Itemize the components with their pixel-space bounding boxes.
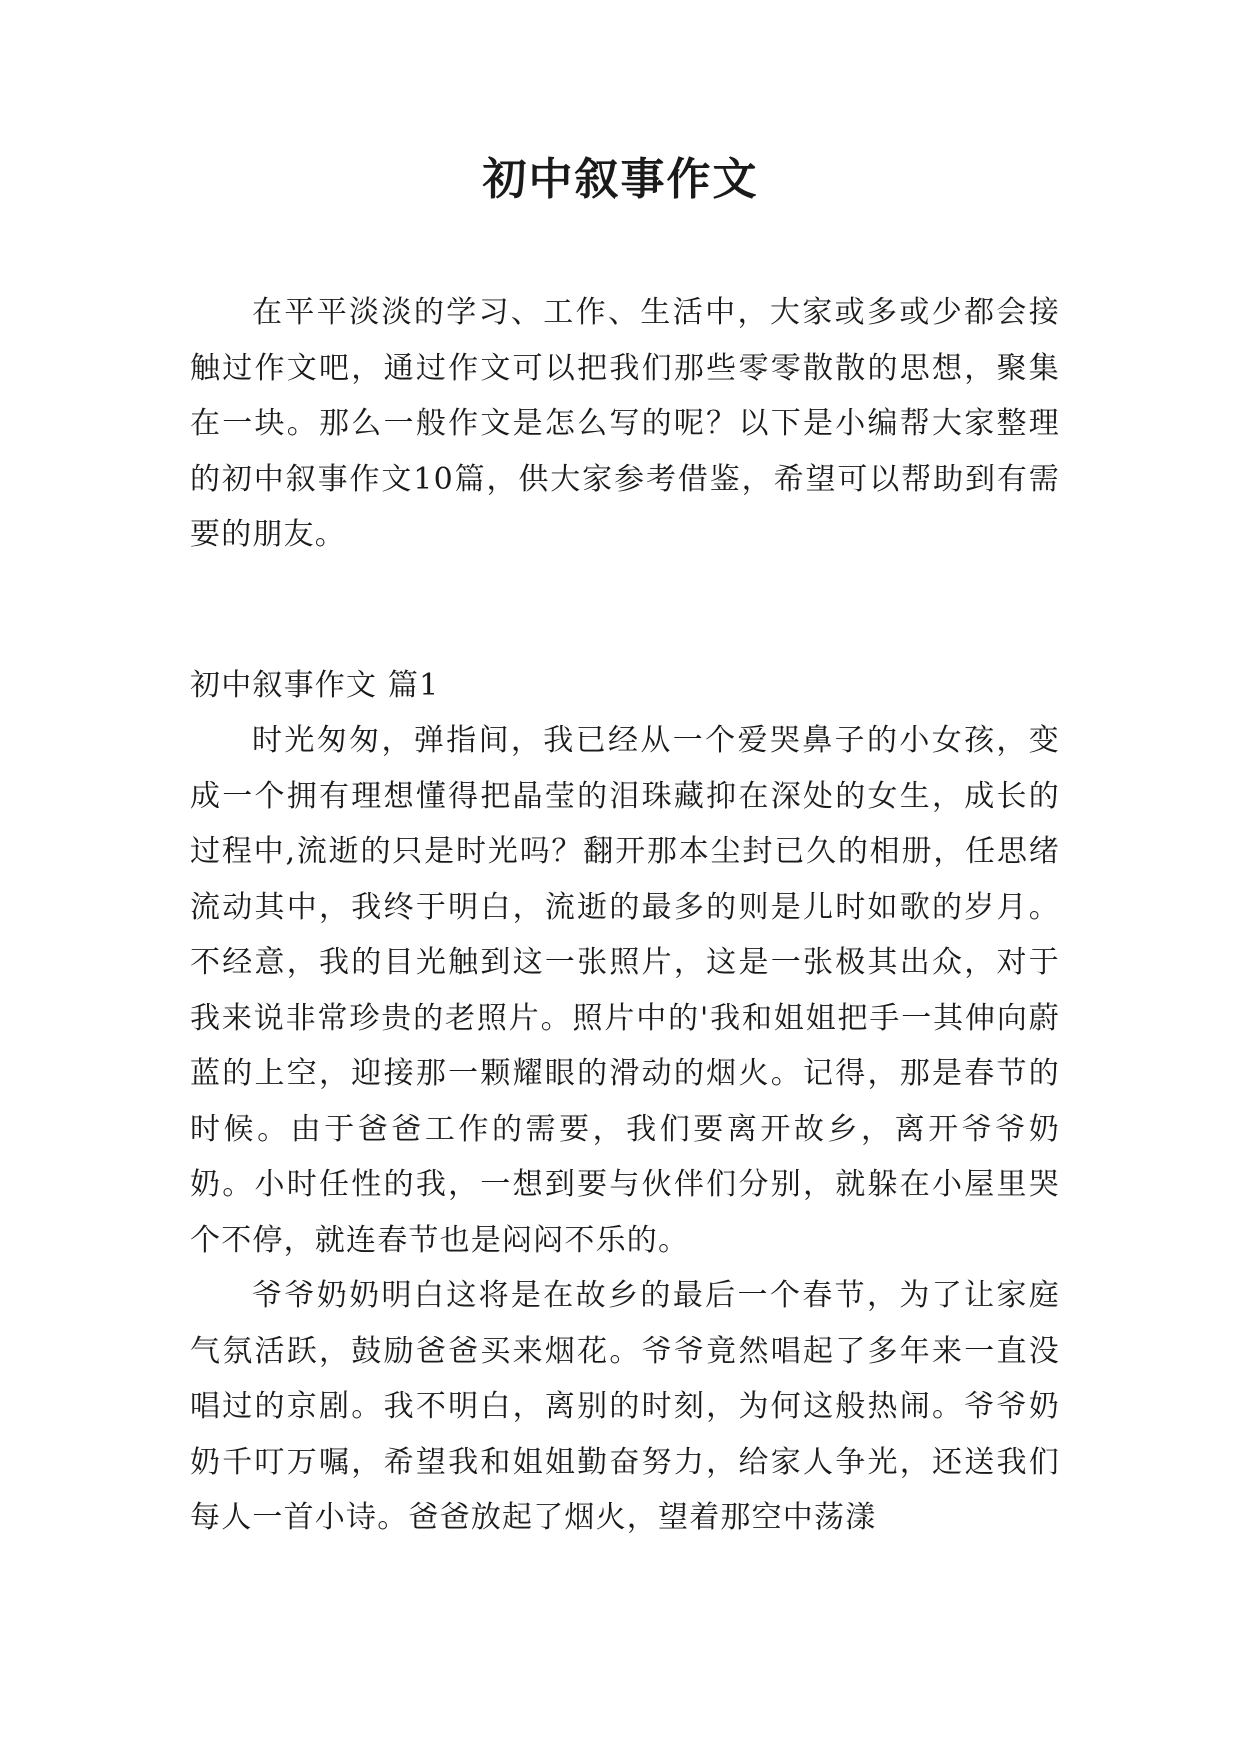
intro-paragraph: 在平平淡淡的学习、工作、生活中，大家或多或少都会接触过作文吧，通过作文可以把我们那些零零散散的思想，聚集在一块。那么一般作文是怎么写的呢？以下是小编帮大家整理的初中叙事作文10篇，供大家参考借鉴，希望可以帮助到有需要的朋友。	[190, 295, 1060, 552]
body-paragraph-1: 时光匆匆，弹指间，我已经从一个爱哭鼻子的小女孩，变成一个拥有理想懂得把晶莹的泪珠藏抑在深处的女生，成长的过程中,流逝的只是时光吗？翻开那本尘封已久的相册，任思绪流动其中，我终于明白，流逝的最多的则是儿时如歌的岁月。不经意，我的目光触到这一张照片，这是一张极其出众，对于我来说非常珍贵的老照片。照片中的'我和姐姐把手一其伸向蔚蓝的上空，迎接那一颗耀眼的滑动的烟火。记得，那是春节的时候。由于爸爸工作的需要，我们要离开故乡，离开爷爷奶奶。小时任性的我，一想到要与伙伴们分别，就躲在小屋里哭个不停，就连春节也是闷闷不乐的。	[190, 723, 1060, 1258]
article-body	[190, 285, 1060, 1546]
page-title: 初中叙事作文	[482, 154, 759, 205]
section-heading: 初中叙事作文 篇1	[190, 667, 440, 703]
body-paragraph-2: 爷爷奶奶明白这将是在故乡的最后一个春节，为了让家庭气氛活跃，鼓励爸爸买来烟花。爷爷竟然唱起了多年来一直没唱过的京剧。我不明白，离别的时刻，为何这般热闹。爷爷奶奶千叮万嘱，希望我和姐姐勤奋努力，给家人争光，还送我们每人一首小诗。爸爸放起了烟火，望着那空中荡漾	[190, 1278, 1060, 1535]
